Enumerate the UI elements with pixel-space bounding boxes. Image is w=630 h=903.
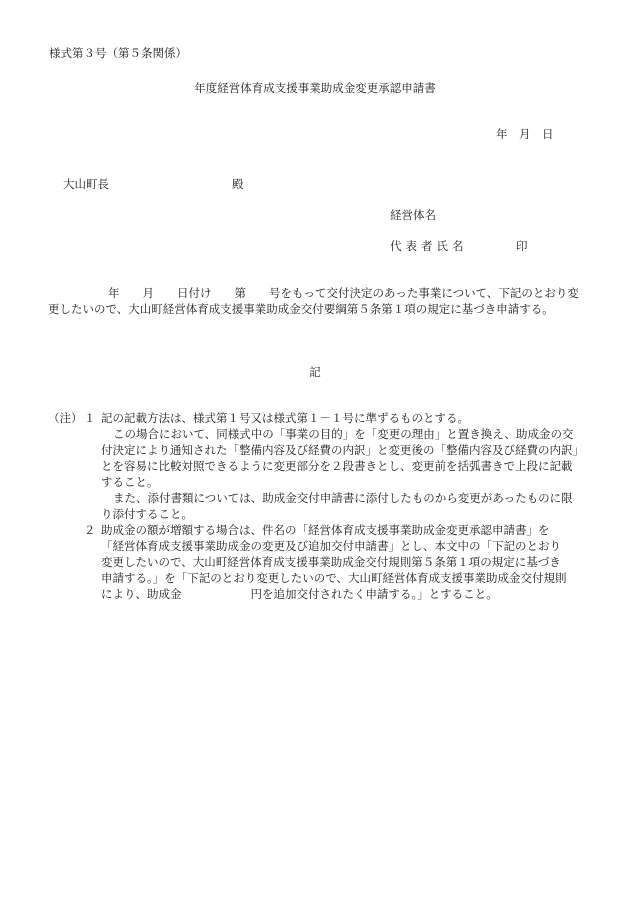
entity-name-label: 経営体名 [390, 208, 436, 222]
date-line: 年 月 日 [496, 127, 554, 141]
note-text: 助成金の額が増額する場合は、件名の「経営体育成支援事業助成金変更承認申請書」を「経営体育成支援事業助成金の変更及び追加交付申請書」とし、本文中の「下記のとおり変更したいので、大山町経営体育成支援事業助成金交付規則第５条第１項の規定に基づき申請する。」を「下記のとおり変更したいので、大山町経営体育成支援事業助成金交付規則により、助成金 円を追加交付されたく申請する。」とすること。 [101, 523, 567, 601]
body-paragraph: 年 月 日付け 第 号をもって交付決定のあった事業について、下記のとおり変更したいので、大山町経営体育成支援事業助成金交付要綱第５条第１項の規定に基づき申請する。 [48, 286, 579, 316]
note-item-2 [48, 522, 588, 602]
ki-heading: 記 [309, 365, 321, 379]
note-text: 記の記載方法は、様式第１号又は様式第１－１号に準ずるものとする。 [101, 411, 469, 425]
note-paragraph: この場合において、同様式中の「事業の目的」を「変更の理由」と置き換え、助成金の交付決定により通知された「整備内容及び経費の内訳」と変更後の「整備内容及び経費の内訳」とを容易に比較対照できるように変更部分を２段書きとし、変更前を括弧書きで上段に記載すること。 [101, 427, 579, 489]
note-item-1 [48, 410, 588, 426]
document-title: 年度経営体育成支援事業助成金変更承認申請書 [194, 81, 436, 95]
honorific: 殿 [232, 177, 244, 191]
addressee: 大山町長 [63, 177, 109, 191]
note-paragraph: また、添付書類については、助成金交付申請書に添付したものから変更があったものに限り添付すること。 [101, 491, 573, 521]
seal-mark: 印 [516, 239, 528, 253]
notes-section [48, 410, 588, 602]
representative-label: 代表者氏名 [390, 239, 468, 253]
note-number: ２ [84, 523, 96, 537]
note-number: １ [84, 411, 96, 425]
form-number: 様式第３号（第５条関係） [49, 46, 187, 60]
note-mark: （注） [48, 411, 83, 425]
